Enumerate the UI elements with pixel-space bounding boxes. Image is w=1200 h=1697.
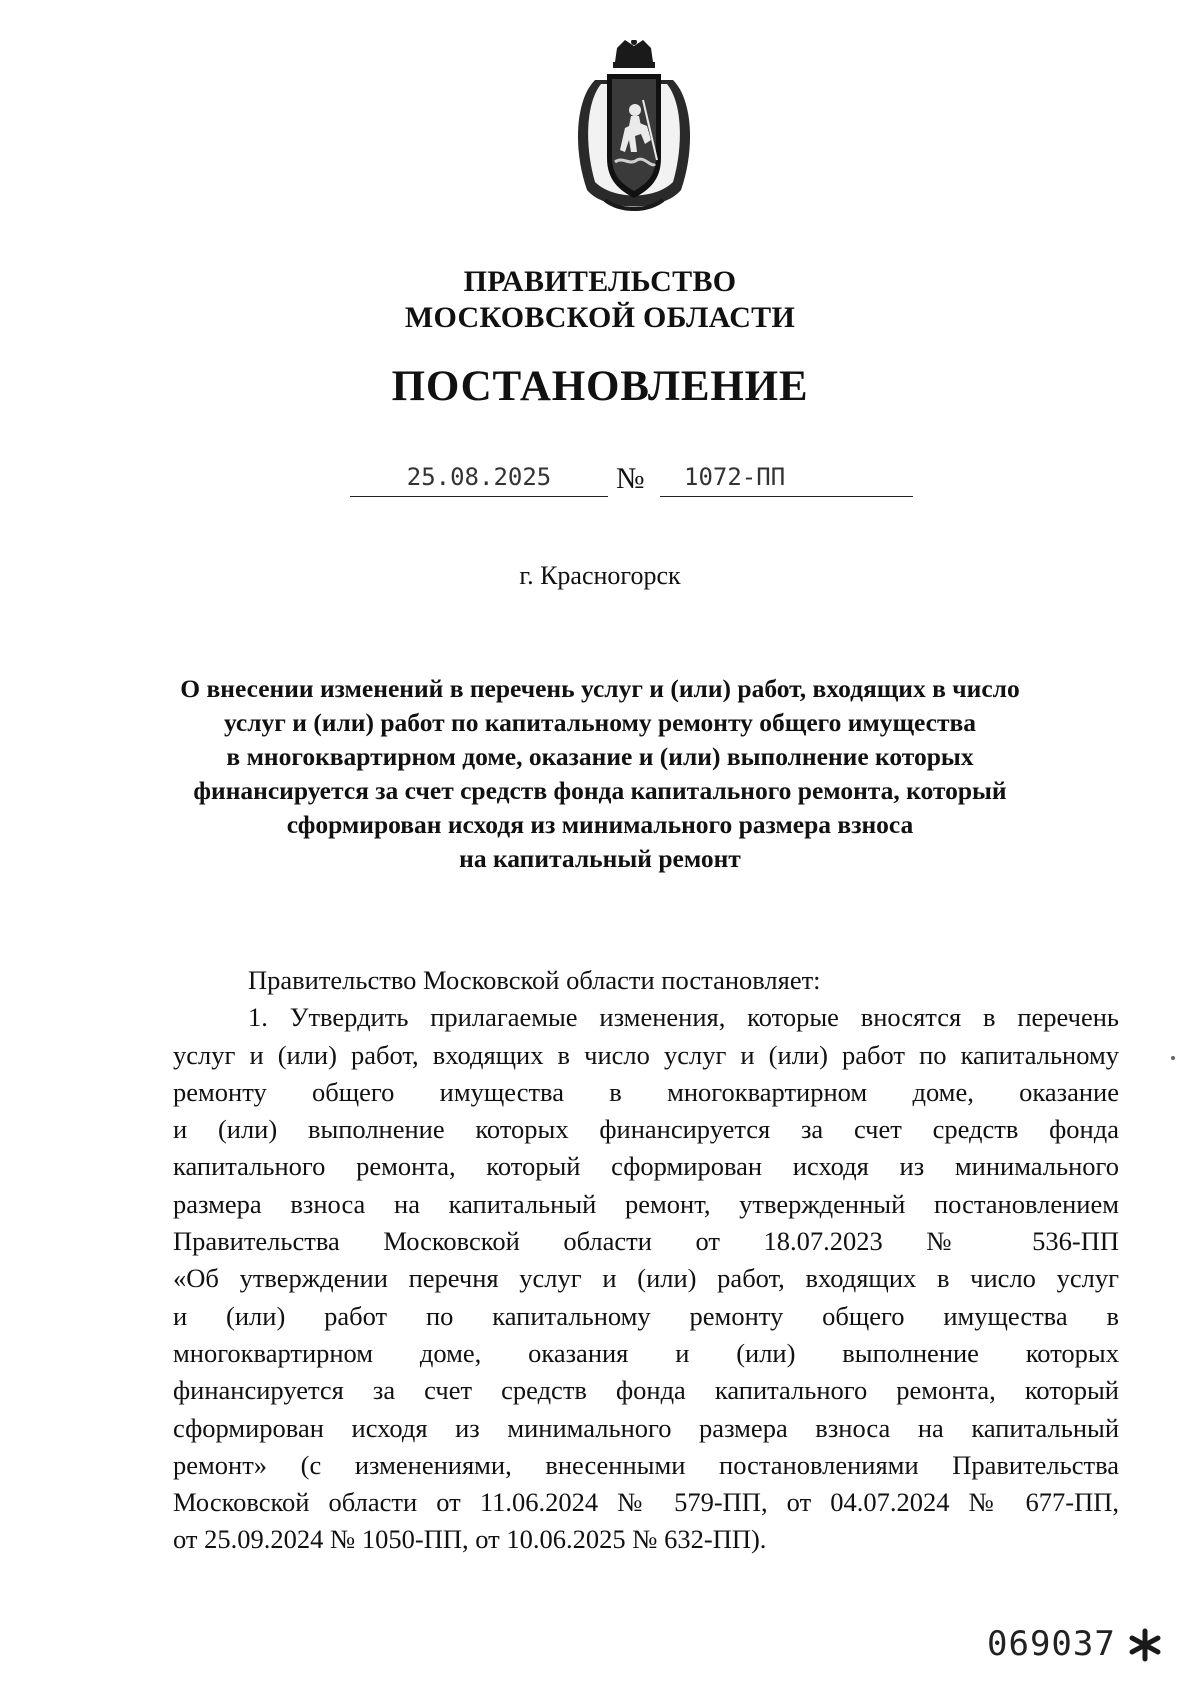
document-number-field	[660, 458, 913, 497]
document-type-heading: ПОСТАНОВЛЕНИЕ	[391, 363, 809, 410]
number-sign: №	[616, 462, 645, 495]
document-number: 1072-ПП	[684, 463, 786, 491]
title-line: на капитальный ремонт	[459, 844, 741, 873]
city-name: г. Красногорск	[519, 561, 681, 590]
paragraph-line: Московской области от 11.06.2024 № 579-ПП, от 04.07.2024 № 677-ПП,	[173, 1487, 1119, 1518]
document-body	[173, 962, 1119, 1559]
paragraph-line: размера взноса на капитальный ремонт, утвержденный постановлением	[173, 1188, 1119, 1219]
paragraph-line: многоквартирном доме, оказания и (или) выполнение которых	[173, 1337, 1119, 1368]
title-line: О внесении изменений в перечень услуг и (или) работ, входящих в число	[180, 674, 1020, 703]
body-lead: Правительство Московской области постановляет:	[248, 965, 821, 995]
paragraph-line: финансируется за счет средств фонда капитального ремонта, который	[173, 1375, 1119, 1406]
scan-dot	[1171, 1056, 1175, 1060]
document-date: 25.08.2025	[406, 463, 552, 491]
document-date-field	[350, 458, 608, 497]
paragraph-line: Правительства Московской области от 18.07.2023 № 536-ПП	[173, 1226, 1119, 1257]
title-line: услуг и (или) работ по капитальному ремонту общего имущества	[223, 708, 977, 737]
paragraph-line: ремонту общего имущества в многоквартирном доме, оказание	[173, 1076, 1119, 1107]
coat-of-arms-icon	[565, 40, 703, 212]
paragraph-line: ремонт» (с изменениями, внесенными постановлениями Правительства	[173, 1449, 1119, 1480]
document-title	[150, 672, 1050, 876]
paragraph-line: услуг и (или) работ, входящих в число услуг и (или) работ по капитальному	[173, 1039, 1119, 1070]
title-line: сформирован исходя из минимального размера взноса	[286, 810, 914, 839]
title-line: в многоквартирном доме, оказание и (или) выполнение которых	[226, 742, 974, 771]
title-line: финансируется за счет средств фонда капитального ремонта, который	[193, 776, 1007, 805]
government-name-line1: ПРАВИТЕЛЬСТВО	[463, 265, 737, 298]
paragraph-line: сформирован исходя из минимального размера взноса на капитальный	[173, 1412, 1119, 1443]
serial-number: 069037	[987, 1624, 1116, 1664]
government-name-line2: МОСКОВСКОЙ ОБЛАСТИ	[404, 301, 796, 334]
paragraph-line: капитального ремонта, который сформирован исходя из минимального	[173, 1151, 1119, 1182]
asterisk-icon	[1128, 1628, 1162, 1662]
paragraph-line: 1. Утвердить прилагаемые изменения, которые вносятся в перечень	[248, 1002, 1119, 1033]
paragraph-line: от 25.09.2024 № 1050-ПП, от 10.06.2025 № 632-ПП).	[173, 1524, 767, 1555]
paragraph-line: «Об утверждении перечня услуг и (или) работ, входящих в число услуг	[173, 1263, 1119, 1294]
paragraph-line: и (или) работ по капитальному ремонту общего имущества в	[173, 1300, 1119, 1331]
paragraph-line: и (или) выполнение которых финансируется за счет средств фонда	[173, 1114, 1119, 1145]
